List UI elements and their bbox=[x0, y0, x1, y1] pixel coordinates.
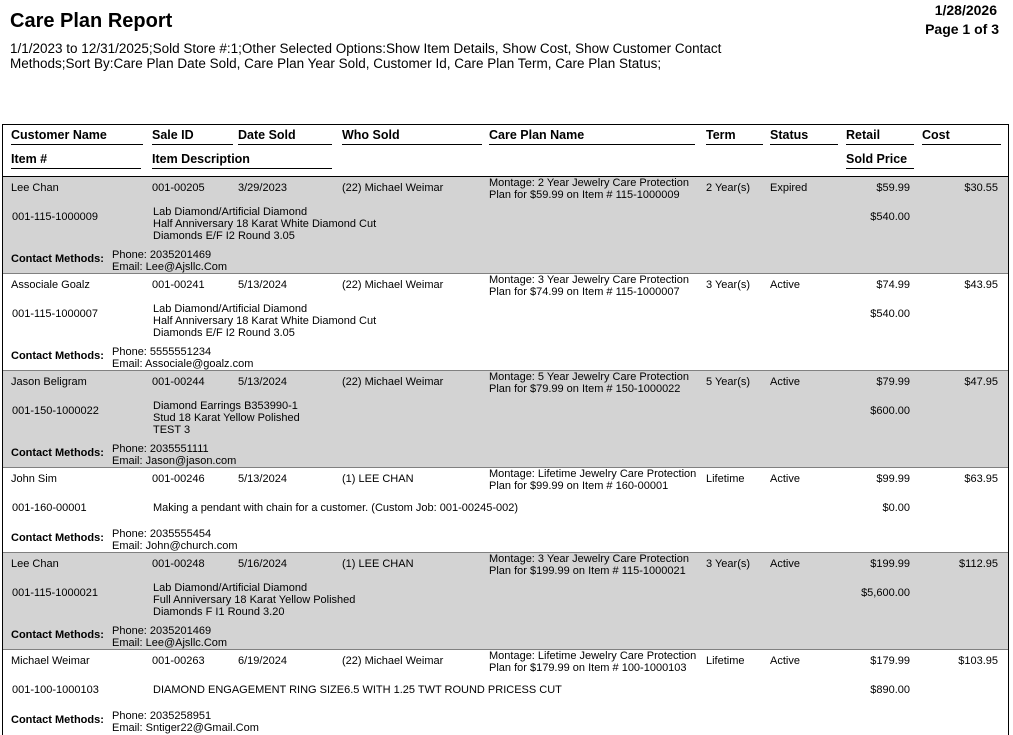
item-number: 001-115-1000021 bbox=[12, 587, 99, 599]
sold-price: $600.00 bbox=[870, 405, 910, 417]
item-number: 001-160-00001 bbox=[12, 502, 87, 514]
contact-email: Email: Sntiger22@Gmail.Com bbox=[112, 722, 259, 734]
date-sold: 5/13/2024 bbox=[238, 473, 287, 485]
sold-price: $890.00 bbox=[870, 684, 910, 696]
care-plan-name-line1: Montage: 3 Year Jewelry Care Protection bbox=[489, 553, 689, 565]
status: Active bbox=[770, 655, 800, 667]
contact-methods-label: Contact Methods: bbox=[11, 350, 104, 362]
sale-id: 001-00263 bbox=[152, 655, 205, 667]
care-plan-table bbox=[2, 124, 1009, 735]
date-sold: 5/13/2024 bbox=[238, 279, 287, 291]
date-sold: 6/19/2024 bbox=[238, 655, 287, 667]
item-description-line1: DIAMOND ENGAGEMENT RING SIZE6.5 WITH 1.25 TWT ROUND PRICESS CUT bbox=[153, 684, 562, 696]
item-description-line1: Lab Diamond/Artificial Diamond bbox=[153, 206, 308, 218]
item-description-line2: Full Anniversary 18 Karat Yellow Polished bbox=[153, 594, 356, 606]
contact-phone: Phone: 2035551111 bbox=[112, 443, 209, 455]
contact-email: Email: Associale@goalz.com bbox=[112, 358, 254, 370]
contact-phone: Phone: 2035555454 bbox=[112, 528, 212, 540]
customer-name: Associale Goalz bbox=[11, 279, 90, 291]
contact-methods-label: Contact Methods: bbox=[11, 253, 104, 265]
term: 2 Year(s) bbox=[706, 182, 751, 194]
term: Lifetime bbox=[706, 655, 745, 667]
sale-id: 001-00248 bbox=[152, 558, 205, 570]
item-description-line1: Diamond Earrings B353990-1 bbox=[153, 400, 298, 412]
table-row bbox=[3, 177, 1008, 274]
contact-methods-label: Contact Methods: bbox=[11, 447, 104, 459]
customer-name: Lee Chan bbox=[11, 558, 59, 570]
table-row bbox=[3, 650, 1008, 735]
cost: $103.95 bbox=[958, 655, 998, 667]
header-sold-price: Sold Price bbox=[846, 152, 914, 169]
report-criteria: 1/1/2023 to 12/31/2025;Sold Store #:1;Other Selected Options:Show Item Details, Show Cost, Show Customer Contact Methods;Sort By:Care Plan Date Sold, Care Plan Year Sold, Customer Id, Care Plan Term, Care Plan Status; bbox=[10, 41, 722, 71]
contact-email: Email: Lee@Ajsllc.Com bbox=[112, 637, 228, 649]
date-sold: 3/29/2023 bbox=[238, 182, 287, 194]
who-sold: (22) Michael Weimar bbox=[342, 655, 444, 667]
care-plan-name-line2: Plan for $199.99 on Item # 115-1000021 bbox=[489, 565, 686, 577]
report-date: 1/28/2026 bbox=[934, 2, 997, 18]
who-sold: (22) Michael Weimar bbox=[342, 182, 444, 194]
sold-price: $5,600.00 bbox=[861, 587, 910, 599]
term: 3 Year(s) bbox=[706, 558, 751, 570]
who-sold: (1) LEE CHAN bbox=[342, 473, 414, 485]
term: Lifetime bbox=[706, 473, 745, 485]
table-row bbox=[3, 371, 1008, 468]
care-plan-name-line1: Montage: 2 Year Jewelry Care Protection bbox=[489, 177, 689, 189]
item-number: 001-100-1000103 bbox=[12, 684, 99, 696]
customer-name: Lee Chan bbox=[11, 182, 59, 194]
retail: $59.99 bbox=[876, 182, 910, 194]
header-care-plan-name: Care Plan Name bbox=[489, 128, 695, 145]
customer-name: Michael Weimar bbox=[11, 655, 90, 667]
table-row bbox=[3, 553, 1008, 650]
contact-phone: Phone: 2035201469 bbox=[112, 625, 212, 637]
customer-name: Jason Beligram bbox=[11, 376, 87, 388]
sale-id: 001-00241 bbox=[152, 279, 205, 291]
retail: $99.99 bbox=[876, 473, 910, 485]
care-plan-name-line2: Plan for $59.99 on Item # 115-1000009 bbox=[489, 189, 680, 201]
status: Active bbox=[770, 473, 800, 485]
table-row bbox=[3, 274, 1008, 371]
status: Active bbox=[770, 279, 800, 291]
status: Active bbox=[770, 558, 800, 570]
item-description-line1: Making a pendant with chain for a customer. (Custom Job: 001-00245-002) bbox=[153, 502, 519, 514]
item-description-line2: Half Anniversary 18 Karat White Diamond Cut bbox=[153, 218, 377, 230]
page-number: Page 1 of 3 bbox=[925, 21, 999, 37]
customer-name: John Sim bbox=[11, 473, 57, 485]
item-description-line2: Half Anniversary 18 Karat White Diamond Cut bbox=[153, 315, 377, 327]
item-description-line3: Diamonds F I1 Round 3.20 bbox=[153, 606, 285, 618]
contact-methods-label: Contact Methods: bbox=[11, 532, 104, 544]
item-description-line3: TEST 3 bbox=[153, 424, 191, 436]
item-description-line2: Stud 18 Karat Yellow Polished bbox=[153, 412, 300, 424]
header-retail: Retail bbox=[846, 128, 914, 145]
sale-id: 001-00244 bbox=[152, 376, 205, 388]
table-header bbox=[3, 125, 1008, 177]
care-plan-name-line2: Plan for $179.99 on Item # 100-1000103 bbox=[489, 662, 687, 674]
care-plan-name-line2: Plan for $74.99 on Item # 115-1000007 bbox=[489, 286, 680, 298]
retail: $79.99 bbox=[876, 376, 910, 388]
term: 5 Year(s) bbox=[706, 376, 751, 388]
header-who-sold: Who Sold bbox=[342, 128, 482, 145]
sale-id: 001-00205 bbox=[152, 182, 205, 194]
cost: $47.95 bbox=[964, 376, 998, 388]
care-plan-name-line1: Montage: Lifetime Jewelry Care Protection bbox=[489, 468, 697, 480]
item-number: 001-115-1000009 bbox=[12, 211, 99, 223]
status: Expired bbox=[770, 182, 808, 194]
retail: $179.99 bbox=[870, 655, 910, 667]
care-plan-name-line2: Plan for $99.99 on Item # 160-00001 bbox=[489, 480, 669, 492]
header-cost: Cost bbox=[922, 128, 1001, 145]
who-sold: (1) LEE CHAN bbox=[342, 558, 414, 570]
report-title: Care Plan Report bbox=[10, 10, 173, 32]
care-plan-name-line1: Montage: 3 Year Jewelry Care Protection bbox=[489, 274, 689, 286]
sold-price: $0.00 bbox=[882, 502, 910, 514]
contact-email: Email: Lee@Ajsllc.Com bbox=[112, 261, 228, 273]
who-sold: (22) Michael Weimar bbox=[342, 279, 444, 291]
contact-email: Email: Jason@jason.com bbox=[112, 455, 237, 467]
cost: $112.95 bbox=[959, 558, 998, 570]
table-row bbox=[3, 468, 1008, 553]
item-description-line3: Diamonds E/F I2 Round 3.05 bbox=[153, 230, 295, 242]
item-description-line3: Diamonds E/F I2 Round 3.05 bbox=[153, 327, 295, 339]
contact-phone: Phone: 5555551234 bbox=[112, 346, 212, 358]
retail: $74.99 bbox=[876, 279, 910, 291]
sold-price: $540.00 bbox=[870, 308, 910, 320]
header-status: Status bbox=[770, 128, 838, 145]
header-customer-name: Customer Name bbox=[11, 128, 143, 145]
cost: $43.95 bbox=[964, 279, 998, 291]
sale-id: 001-00246 bbox=[152, 473, 205, 485]
who-sold: (22) Michael Weimar bbox=[342, 376, 444, 388]
header-item-description: Item Description bbox=[152, 152, 332, 169]
item-description-line1: Lab Diamond/Artificial Diamond bbox=[153, 582, 308, 594]
care-plan-name-line1: Montage: Lifetime Jewelry Care Protection bbox=[489, 650, 697, 662]
header-term: Term bbox=[706, 128, 763, 145]
status: Active bbox=[770, 376, 800, 388]
contact-phone: Phone: 2035258951 bbox=[112, 710, 212, 722]
contact-email: Email: John@church.com bbox=[112, 540, 238, 552]
contact-phone: Phone: 2035201469 bbox=[112, 249, 212, 261]
date-sold: 5/13/2024 bbox=[238, 376, 287, 388]
cost: $30.55 bbox=[964, 182, 998, 194]
header-sale-id: Sale ID bbox=[152, 128, 233, 145]
sold-price: $540.00 bbox=[870, 211, 910, 223]
care-plan-name-line2: Plan for $79.99 on Item # 150-1000022 bbox=[489, 383, 681, 395]
retail: $199.99 bbox=[870, 558, 910, 570]
item-number: 001-150-1000022 bbox=[12, 405, 99, 417]
care-plan-name-line1: Montage: 5 Year Jewelry Care Protection bbox=[489, 371, 689, 383]
item-number: 001-115-1000007 bbox=[12, 308, 99, 320]
contact-methods-label: Contact Methods: bbox=[11, 629, 104, 641]
header-item-number: Item # bbox=[11, 152, 141, 169]
date-sold: 5/16/2024 bbox=[238, 558, 287, 570]
contact-methods-label: Contact Methods: bbox=[11, 714, 104, 726]
item-description-line1: Lab Diamond/Artificial Diamond bbox=[153, 303, 308, 315]
cost: $63.95 bbox=[964, 473, 998, 485]
term: 3 Year(s) bbox=[706, 279, 751, 291]
header-date-sold: Date Sold bbox=[238, 128, 332, 145]
